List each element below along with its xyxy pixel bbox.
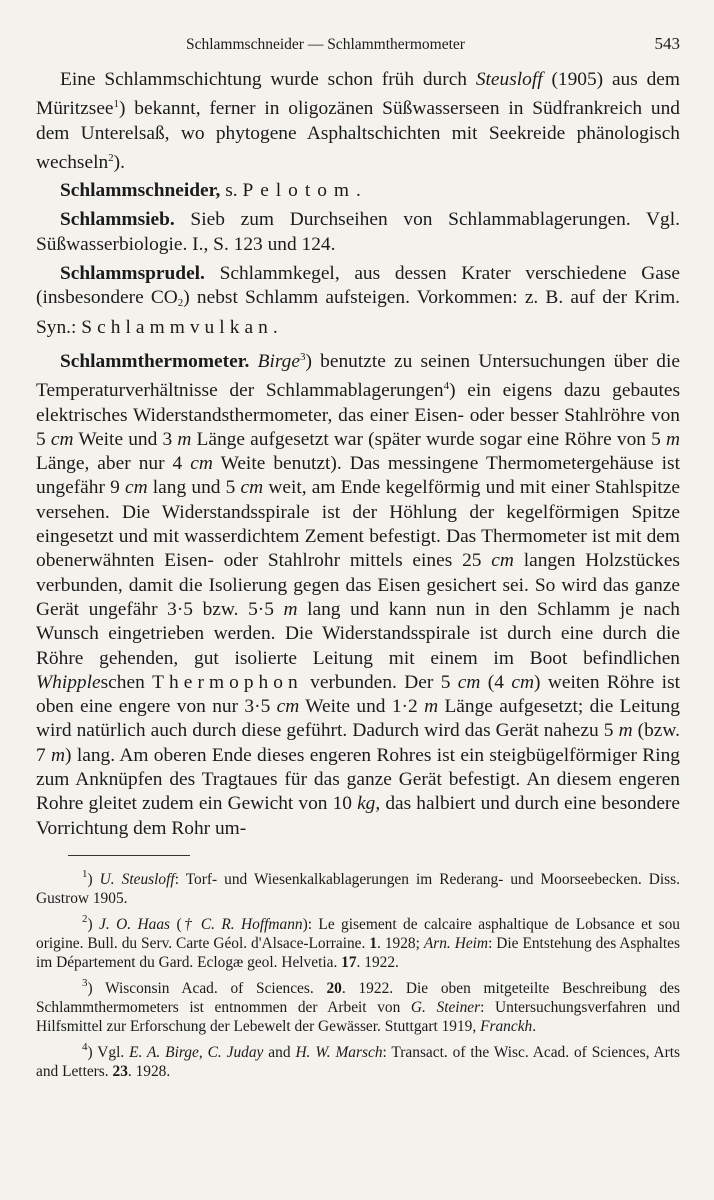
entry-schlammschneider: Schlammschneider, s. Pelotom. (60, 180, 361, 202)
running-title: Schlammschneider — Schlammthermometer (186, 36, 465, 53)
entry-term: Schlammschneider, (60, 180, 221, 202)
footnote-divider (68, 855, 190, 856)
entry-term: Schlammsprudel. (60, 263, 205, 285)
paragraph-schlammschichtung: Eine Schlammschichtung wurde schon früh durch Steusloff (1905) aus dem Müritzsee$^1$) bekannt, ferner in oligozänen Süßwasserseen in Südfrankreich und dem Unterelsaß, wo phytogene Asphaltschichten mit Seekreide phänologisch wechseln$^2$). (36, 69, 680, 173)
footnote-ref: 4 (443, 380, 450, 393)
entry-term: Schlammthermometer. (60, 350, 250, 372)
footnote-2: $^2$) J. O. Haas († C. R. Hoffmann): Le gisement de calcaire asphaltique de Lobsance et sou origine. Bull. du Serv. Carte Géol. d'Alsace-Lorraine. 1. 1928; Arn. Heim: Die Entstehung des Asphaltes im Département du Gard. Eclogæ geol. Helvetia. 17. 1922. (36, 912, 680, 971)
footnote-1: $^1$) U. Steusloff: Torf- und Wiesenkalkablagerungen im Rederang- und Moorseebecken. Diss. Gustrow 1905. (36, 867, 680, 907)
footnote-ref: 3 (299, 350, 306, 363)
entry-schlammthermometer: Schlammthermometer. Birge$^3$) benutzte zu seinen Untersuchungen über die Temperaturverhältnisse der Schlammablagerungen$^4$) ein eigens dazu gebautes elektrisches Widerstandsthermometer, das einer Eisen- oder besser Stahlröhre von 5 cm Weite und 3 m Länge aufgesetzt war (später wurde sogar eine Röhre von 5 m Länge, aber nur 4 cm Weite benutzt). Das messingene Thermometergehäuse ist ungefähr 9 cm lang und 5 cm weit, am Ende kegelförmig und mit einer Stahlspitze versehen. Die Widerstandsspirale ist der Höhlung der kegelförmigen Spitze eingesetzt und mit wasserdichtem Zement befestigt. Das Thermometer ist mit dem obenerwähnten Eisen- oder Stahlrohr mittels eines 25 cm langen Holzstückes verbunden, damit die Isolierung gegen das Eisen gesichert sei. So wird das ganze Gerät ungefähr 3·5 bzw. 5·5 m lang und kann nun in den Schlamm je nach Wunsch eingetrieben werden. Die Widerstandsspirale ist durch eine durch die Röhre gehenden, gut isolierte Leitung mit einem im Boot befindlichen Whippleschen Thermophon verbunden. Der 5 cm (4 cm) weiten Röhre ist oben eine engere von nur 3·5 cm Weite und 1·2 m Länge aufgesetzt; die Leitung wird natürlich auch durch diese geführt. Dadurch wird das Gerät nahezu 5 m (bzw. 7 m) lang. Am oberen Ende dieses engeren Rohres ist ein steigbügelförmiger Ring zum Anknüpfen des Tragtaues für das ganze Gerät befestigt. An diesem engeren Rohre gleitet zudem ein Gewicht von 10 kg, das halbiert und durch eine besondere Vorrichtung dem Rohr um- (36, 350, 681, 839)
entry-schlammsprudel: Schlammsprudel. Schlammkegel, aus dessen Krater verschiedene Gase (insbesondere $CO_2$) nebst Schlamm aufsteigen. Vorkommen: z. B. auf der Krim. Syn.: Schlammvulkan. (36, 263, 680, 338)
main-text (36, 68, 680, 841)
footnote-4: $^4$) Vgl. E. A. Birge, C. Juday and H. W. Marsch: Transact. of the Wisc. Acad. of Sciences, Arts and Letters. 23. 1928. (36, 1040, 680, 1080)
page-number: 543 (654, 34, 680, 53)
entry-term: Schlammsieb. (60, 209, 175, 231)
entry-schlammsieb: Schlammsieb. Sieb zum Durchseihen von Schlammablagerungen. Vgl. Süßwasserbiologie. I., S. 123 und 124. (36, 209, 680, 255)
footnote-3: $^3$) Wisconsin Acad. of Sciences. 20. 1922. Die oben mitgeteilte Beschreibung des Schlammthermometers ist entnommen der Arbeit von G. Steiner: Untersuchungsverfahren und Hilfsmittel zur Erforschung der Lebewelt der Gewässer. Stuttgart 1919, Franckh. (36, 976, 681, 1035)
running-header (36, 34, 680, 54)
footnotes (36, 865, 680, 1081)
footnote-ref: 2 (108, 151, 114, 164)
footnote-ref: 1 (113, 98, 120, 111)
